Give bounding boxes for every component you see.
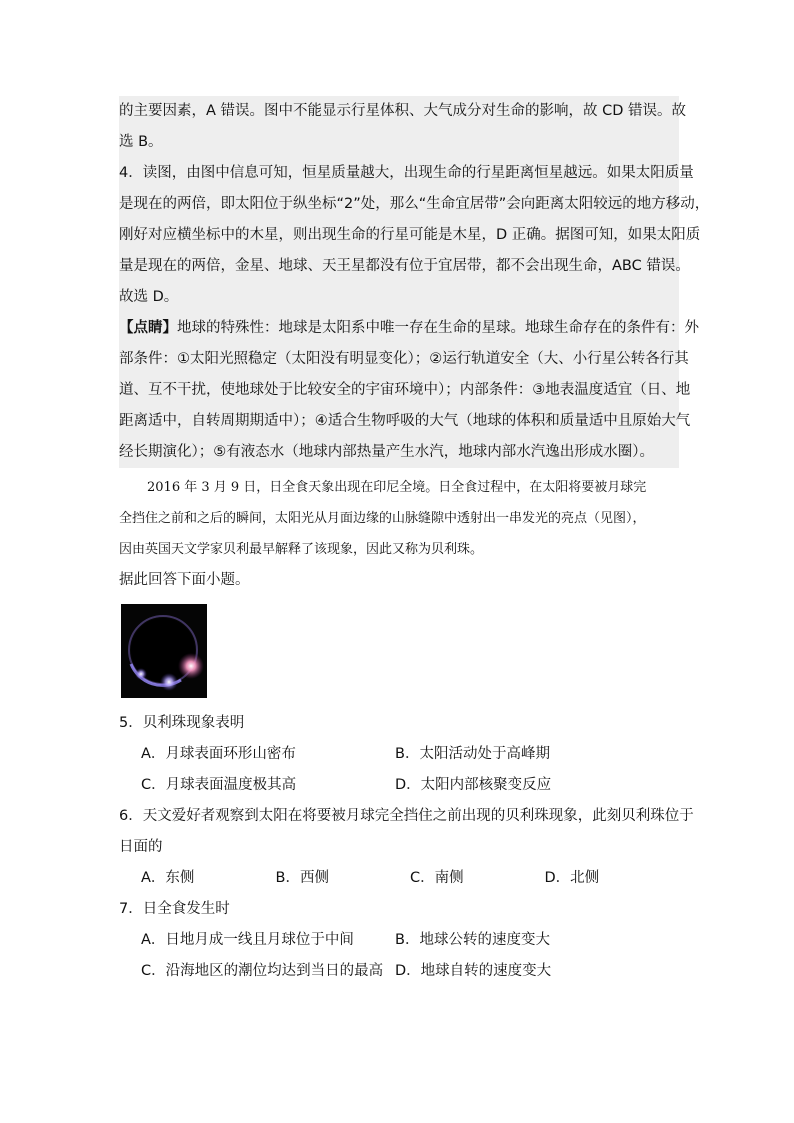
analysis-block [119,96,710,468]
option-b[interactable]: B．西侧 [275,870,329,886]
option-c[interactable]: C．月球表面温度极其高 [141,777,297,793]
tip-line [119,313,699,344]
analysis-line: 的主要因素，A 错误。图中不能显示行星体积、大气成分对生命的影响，故 CD 错误。故 [119,103,687,119]
material-line: 因由英国天文学家贝利最早解释了该现象，因此又称为贝利珠。 [119,542,484,557]
tip-text: 地球的特殊性：地球是太阳系中唯一存在生命的星球。地球生命存在的条件有：外 [177,320,699,336]
baily-beads-photo [121,604,207,698]
options-row [119,739,679,770]
question-7 [119,894,679,987]
options-row [119,863,679,894]
option-b[interactable]: B．太阳活动处于高峰期 [395,746,550,762]
options-row [119,956,679,987]
option-d[interactable]: D．北侧 [544,870,600,886]
tip-line: 经长期演化）；⑤有液态水（地球内部热量产生水汽，地球内部水汽逸出形成水圈）。 [119,444,654,460]
option-a[interactable]: A．月球表面环形山密布 [141,746,296,762]
material-block [119,472,679,596]
option-a[interactable]: A．日地月成一线且月球位于中间 [141,932,354,948]
option-b[interactable]: B．地球公转的速度变大 [395,932,550,948]
option-c[interactable]: C．沿海地区的潮位均达到当日的最高 [141,963,384,979]
options-row [119,925,679,956]
option-d[interactable]: D．太阳内部核聚变反应 [395,777,552,793]
tip-label: 【点睛】 [119,320,177,336]
analysis-line: 刚好对应横坐标中的木星，则出现生命的行星可能是木星，D 正确。据图可知，如果太阳质 [119,227,701,243]
question-5 [119,708,679,801]
eclipse-image-icon [121,604,207,698]
analysis-line: 选 B。 [119,134,163,150]
analysis-line: 4．读图，由图中信息可知，恒星质量越大，出现生命的行星距离恒星越远。如果太阳质量 [119,165,694,181]
question-stem: 6．天文爱好者观察到太阳在将要被月球完全挡住之前出现的贝利珠现象，此刻贝利珠位于 [119,808,694,824]
question-stem: 5．贝利珠现象表明 [119,715,245,731]
material-line: 全挡住之前和之后的瞬间，太阳光从月面边缘的山脉缝隙中透射出一串发光的亮点（见图）， [119,511,646,526]
question-stem: 日面的 [119,839,163,855]
tip-line: 距离适中，自转周期期适中）；④适合生物呼吸的大气（地球的体积和质量适中且原始大气 [119,413,691,429]
analysis-line: 量是现在的两倍，金星、地球、天王星都没有位于宜居带，都不会出现生命，ABC 错误。 [119,258,690,274]
tip-line: 部条件：①太阳光照稳定（太阳没有明显变化）；②运行轨道安全（大、小行星公转各行其 [119,351,689,367]
material-line: 2016 年 3 月 9 日，日全食天象出现在印尼全境。日全食过程中，在太阳将要被月球完 [147,480,647,495]
document-page [119,96,710,987]
option-d[interactable]: D．地球自转的速度变大 [395,963,552,979]
analysis-line: 故选 D。 [119,289,179,305]
option-a[interactable]: A．东侧 [141,870,195,886]
material-prompt: 据此回答下面小题。 [119,572,250,588]
analysis-line: 是现在的两倍，即太阳位于纵坐标“2”处，那么“生命宜居带”会向距离太阳较远的地方移动， [119,196,710,212]
tip-line: 道、互不干扰，使地球处于比较安全的宇宙环境中）；内部条件：③地表温度适宜（日、地 [119,382,691,398]
question-stem: 7．日全食发生时 [119,901,230,917]
options-row [119,770,679,801]
question-6 [119,801,694,894]
option-c[interactable]: C．南侧 [410,870,464,886]
